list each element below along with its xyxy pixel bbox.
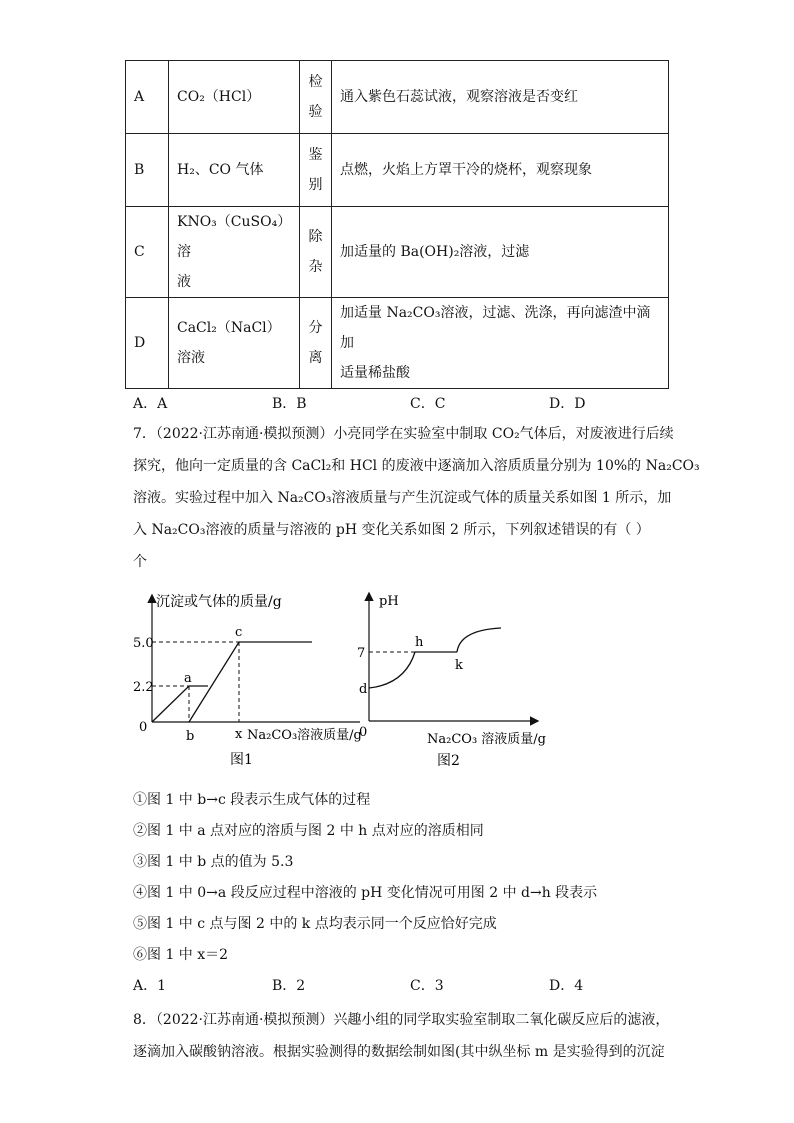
row-operation bbox=[300, 298, 332, 389]
choice-b[interactable]: B．B bbox=[272, 396, 307, 412]
fig1-caption: 图1 bbox=[230, 752, 253, 768]
choice-d[interactable]: D．4 bbox=[549, 978, 584, 994]
point-h-label: h bbox=[415, 635, 424, 650]
fig2-ylabel: pH bbox=[379, 594, 399, 609]
figure-2 bbox=[355, 588, 555, 778]
row-operation bbox=[300, 207, 332, 298]
row-method: 加适量的 Ba(OH)₂溶液，过滤 bbox=[332, 207, 669, 298]
method-line: 适量稀盐酸 bbox=[340, 365, 410, 381]
question-7-line: 7．（2022·江苏南通·模拟预测）小亮同学在实验室中制取 CO₂气体后，对废液进行后续 bbox=[133, 426, 674, 442]
point-d-label: d bbox=[359, 682, 368, 697]
tick-5-0: 5.0 bbox=[133, 636, 154, 651]
row-letter: D bbox=[126, 298, 169, 389]
fig1-ylabel: 沉淀或气体的质量/g bbox=[156, 594, 282, 610]
question-7-line: 探究，他向一定质量的含 CaCl₂和 HCl 的废液中逐滴加入溶质质量分别为 10%的 Na₂CO₃ bbox=[133, 458, 700, 474]
row-letter: A bbox=[126, 61, 169, 134]
statement-1: ①图 1 中 b→c 段表示生成气体的过程 bbox=[133, 792, 371, 808]
row-operation bbox=[300, 61, 332, 134]
question-8-line: 逐滴加入碳酸钠溶液。根据实验测得的数据绘制如图(其中纵坐标 m 是实验得到的沉淀 bbox=[133, 1044, 665, 1060]
point-c-label: c bbox=[235, 625, 243, 640]
method-line: 加适量 Na₂CO₃溶液，过滤、洗涤，再向滤渣中滴加 bbox=[340, 305, 651, 351]
choice-c[interactable]: C．3 bbox=[410, 978, 444, 994]
statement-5: ⑤图 1 中 c 点与图 2 中的 k 点均表示同一个反应恰好完成 bbox=[133, 916, 497, 932]
options-table bbox=[125, 60, 669, 389]
row-method bbox=[332, 298, 669, 389]
row-substance: CO₂（HCl） bbox=[169, 61, 300, 134]
row-substance: H₂、CO 气体 bbox=[169, 134, 300, 207]
row-substance: CaCl₂（NaCl）溶液 bbox=[169, 298, 300, 389]
op-char: 鉴 bbox=[308, 147, 323, 163]
table-row bbox=[126, 207, 669, 298]
op-char: 离 bbox=[308, 350, 323, 366]
row-method: 点燃，火焰上方罩干冷的烧杯，观察现象 bbox=[332, 134, 669, 207]
row-operation bbox=[300, 134, 332, 207]
fig1-origin: 0 bbox=[139, 720, 148, 735]
op-char: 除 bbox=[308, 229, 323, 245]
point-a-label: a bbox=[184, 671, 192, 686]
row-letter: B bbox=[126, 134, 169, 207]
question-7-line: 溶液。实验过程中加入 Na₂CO₃溶液质量与产生沉淀或气体的质量关系如图 1 所示，加 bbox=[133, 490, 672, 506]
table-row bbox=[126, 298, 669, 389]
op-char: 别 bbox=[308, 177, 323, 193]
table-row bbox=[126, 61, 669, 134]
choice-b[interactable]: B．2 bbox=[272, 978, 306, 994]
choice-d[interactable]: D．D bbox=[549, 396, 586, 412]
curve-d-h bbox=[369, 652, 415, 688]
op-char: 杂 bbox=[308, 259, 323, 275]
fig2-xlabel: Na₂CO₃ 溶液质量/g bbox=[427, 732, 546, 747]
op-char: 验 bbox=[308, 104, 323, 120]
curve-k-end bbox=[457, 628, 501, 652]
figure-1 bbox=[133, 588, 370, 778]
fig2-caption: 图2 bbox=[437, 753, 460, 769]
substance-line: 液 bbox=[177, 274, 191, 290]
choice-a[interactable]: A．1 bbox=[133, 978, 167, 994]
fig1-xlabel: Na₂CO₃溶液质量/g bbox=[247, 728, 362, 743]
row-letter: C bbox=[126, 207, 169, 298]
question-7-line: 入 Na₂CO₃溶液的质量与溶液的 pH 变化关系如图 2 所示，下列叙述错误的有（ ） bbox=[133, 522, 650, 538]
row-substance bbox=[169, 207, 300, 298]
statement-4: ④图 1 中 0→a 段反应过程中溶液的 pH 变化情况可用图 2 中 d→h 段表示 bbox=[133, 885, 598, 901]
tick-2-2: 2.2 bbox=[133, 680, 154, 695]
op-char: 检 bbox=[308, 74, 323, 90]
choice-c[interactable]: C．C bbox=[410, 396, 446, 412]
table-row bbox=[126, 134, 669, 207]
point-b-label: b bbox=[186, 729, 195, 744]
point-x-label: x bbox=[235, 727, 243, 742]
substance-line: KNO₃（CuSO₄）溶 bbox=[177, 214, 285, 260]
choice-a[interactable]: A．A bbox=[133, 396, 168, 412]
op-char: 分 bbox=[308, 320, 323, 336]
statement-6: ⑥图 1 中 x＝2 bbox=[133, 947, 229, 963]
fig2-origin: 0 bbox=[359, 725, 368, 740]
statement-2: ②图 1 中 a 点对应的溶质与图 2 中 h 点对应的溶质相同 bbox=[133, 823, 484, 839]
question-7-line: 个 bbox=[133, 554, 147, 570]
precipitate-line bbox=[189, 642, 312, 722]
question-8-line: 8．（2022·江苏南通·模拟预测）兴趣小组的同学取实验室制取二氧化碳反应后的滤液， bbox=[133, 1012, 670, 1028]
tick-7: 7 bbox=[357, 646, 366, 661]
row-method: 通入紫色石蕊试液，观察溶液是否变红 bbox=[332, 61, 669, 134]
point-k-label: k bbox=[455, 658, 463, 673]
statement-3: ③图 1 中 b 点的值为 5.3 bbox=[133, 854, 294, 870]
